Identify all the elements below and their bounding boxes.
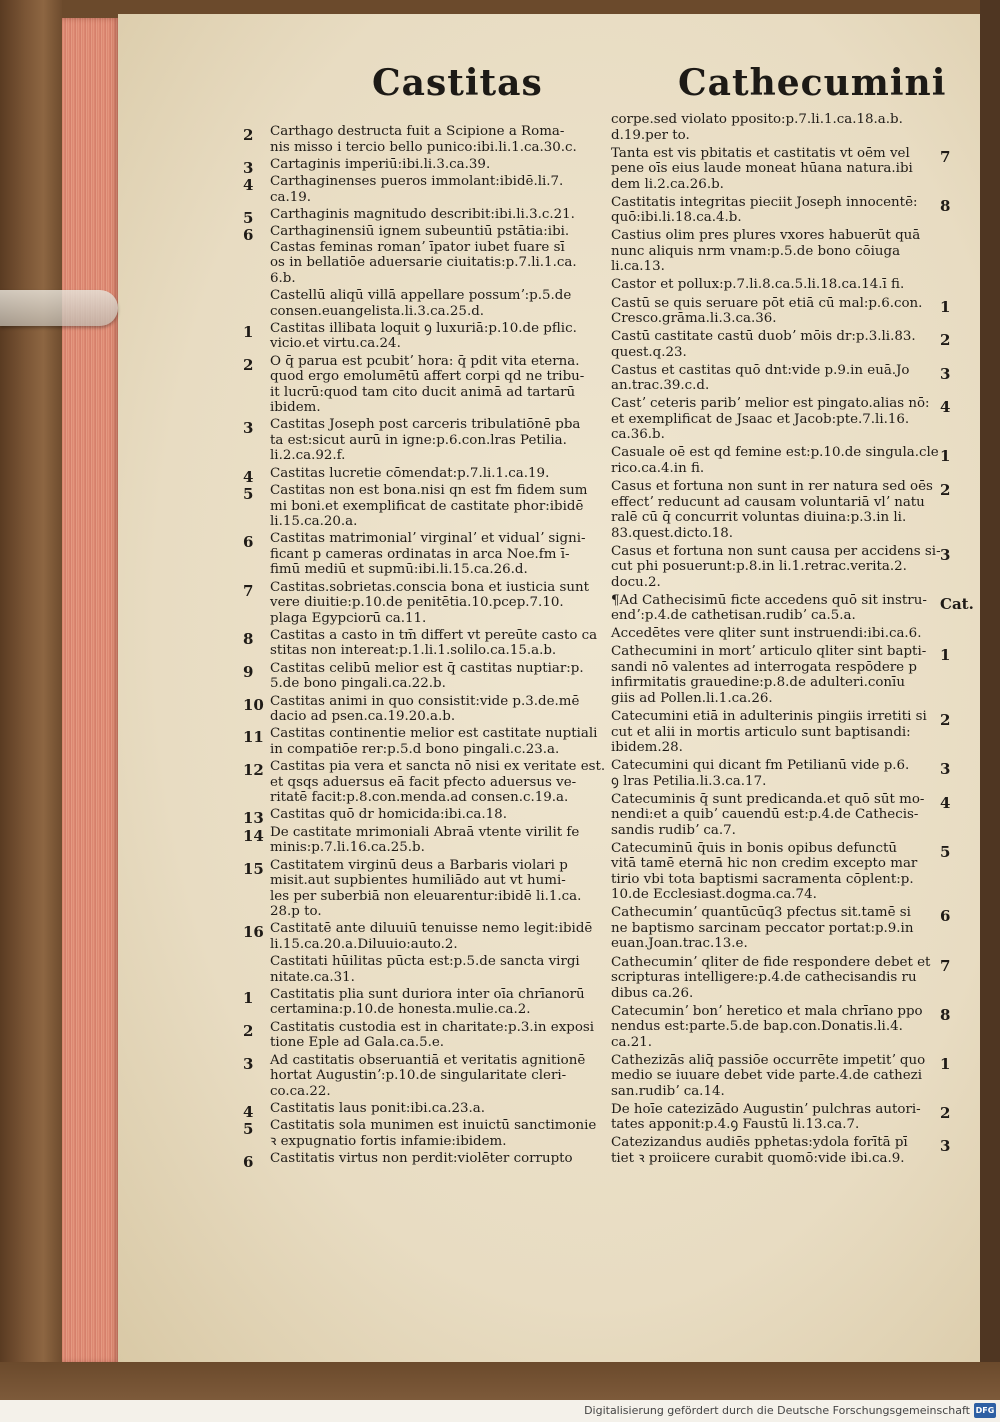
entry-line: quest.q.23. (611, 344, 687, 360)
index-entry (270, 987, 585, 1018)
index-entry (611, 329, 916, 360)
entry-number: 2 (243, 1021, 254, 1040)
entry-line: Castitas quō dr homicida:ibi.ca.18. (270, 807, 507, 823)
entry-line: certamina:p.10.de honesta.mulie.ca.2. (270, 1002, 531, 1018)
entry-line: Castitas pia vera et sancta nō nisi ex veritate est. (270, 759, 606, 775)
entry-line: Castitas non est bona.nisi qn est fm fidem sum (270, 483, 588, 498)
entry-line: Cartaginis imperiū:ibi.li.3.ca.39. (270, 156, 491, 172)
entry-line: ca.19. (270, 189, 312, 205)
entry-line: Cathezizās aliq̄ passiōe occurrēte impetitʼ quo (611, 1052, 926, 1068)
entry-number: 6 (243, 533, 254, 552)
entry-line: Cathecuminʼ quantūcūq3 pfectus sit.tamē si (611, 905, 911, 921)
entry-line: Accedētes vere qliter sunt instruendi:ibi.ca.6. (611, 626, 922, 642)
entry-line: Cathecuminʼ qliter de fide respondere debet et (611, 954, 931, 970)
entry-line: O q̄ parua est pcubitʼ hora: q̄ pdit vita eterna. (270, 353, 580, 369)
index-entry (611, 445, 939, 476)
entry-line: De castitate mrimoniali Abraā vtente virilit fe (270, 824, 580, 840)
entry-line: vere diuitie:p.10.de penitētia.10.pcep.7.10. (270, 595, 564, 611)
entry-line: hortat Augustinʼ:p.10.de singularitate cleri- (270, 1068, 567, 1083)
entry-line: Catecuminis q̄ sunt predicanda.et quō sūt mo- (611, 791, 925, 807)
entry-line: Castellū aliqū villā appellare possumʼ:p.5.de (270, 288, 572, 303)
entry-line: an.trac.39.c.d. (611, 378, 710, 394)
entry-line: Castus et castitas quō dnt:vide p.9.in euā.Jo (611, 362, 910, 378)
entry-line: 6.b. (270, 270, 296, 286)
entry-line: tione Eple ad Gala.ca.5.e. (270, 1035, 445, 1051)
entry-line: giis ad Pollen.li.1.ca.26. (611, 690, 773, 706)
entry-line: Castitas continentie melior est castitate nuptiali (270, 726, 598, 742)
index-entry (270, 417, 580, 464)
entry-line: Catecumini qui dicant fm Petilianū vide p.6. (611, 758, 910, 774)
entry-line: Ad castitatis obseruantiā et veritatis agnitionē (270, 1052, 586, 1068)
entry-line: Castitatis virtus non perdit:violēter corrupto (270, 1150, 573, 1166)
entry-number: 5 (243, 208, 254, 227)
entry-number: 1 (940, 646, 951, 665)
index-entry (270, 224, 577, 286)
entry-line: ibidem. (270, 400, 321, 416)
entry-line: tiet ꝛ proiicere curabit quomō:vide ibi.ca.9. (611, 1150, 905, 1166)
entry-number: 14 (243, 826, 264, 845)
entry-line: Castius olim pres plures vxores habuerūt quā (611, 228, 921, 244)
index-entry (270, 628, 597, 659)
index-entry (611, 1053, 925, 1100)
entry-number: 4 (243, 467, 254, 486)
index-entry (270, 807, 507, 823)
entry-line: Castitatis plia sunt duriora inter oīa chrīanorū (270, 986, 585, 1002)
index-entry (270, 1151, 573, 1167)
entry-line: tates apponit:p.4.ꝯ Faustū li.13.ca.7. (611, 1117, 860, 1133)
entry-number: 11 (243, 728, 264, 747)
index-entry (611, 544, 941, 591)
entry-line: 83.quest.dicto.18. (611, 525, 734, 541)
entry-line: effectʼ reducunt ad causam voluntariā vlʼ natu (611, 494, 925, 510)
entry-line: Casus et fortuna non sunt causa per accidens si- (611, 543, 941, 559)
index-entry (611, 112, 903, 143)
index-entry (270, 825, 579, 856)
page-edges (62, 18, 120, 1363)
entry-number: 5 (940, 842, 951, 861)
entry-line: it lucrū:quod tam cito ducit animā ad tartarū (270, 384, 576, 400)
entry-line: ne baptismo sarcinam peccator portat:p.9.in (611, 920, 914, 936)
entry-number: 2 (243, 126, 254, 144)
index-entry (270, 1020, 594, 1051)
entry-line: ca.21. (611, 1034, 653, 1050)
entry-number: 8 (243, 629, 254, 648)
entry-line: ibidem.28. (611, 740, 683, 755)
index-entry (270, 531, 586, 578)
index-entry (611, 905, 913, 952)
entry-line: Carthaginenses pueros immolant:ibidē.li.7. (270, 174, 564, 190)
entry-line: sandis rudibʼ ca.7. (611, 822, 736, 838)
entry-number: 8 (940, 1005, 951, 1024)
entry-line: Castitatē ante diluuiū tenuisse nemo legit:ibidē (270, 921, 593, 937)
entry-number: 7 (940, 956, 951, 975)
entry-number: 6 (243, 226, 254, 245)
index-entry (611, 228, 920, 275)
index-entry (611, 1102, 921, 1133)
entry-number: 1 (940, 1054, 951, 1073)
entry-line: scripturas intelligere:p.4.de cathecisandis ru (611, 970, 917, 985)
entry-line: li.15.ca.20.a. (270, 514, 358, 529)
entry-line: Catezizandus audiēs pphetas:ydola forītā pī (611, 1135, 908, 1151)
entry-line: 5.de bono pingali.ca.22.b. (270, 676, 446, 692)
entry-line: endʼ:p.4.de cathetisan.rudibʼ ca.5.a. (611, 608, 856, 624)
entry-line: ¶Ad Cathecisimū ficte accedens quō sit instru- (611, 592, 927, 608)
entry-line: Castitatis laus ponit:ibi.ca.23.a. (270, 1100, 486, 1116)
entry-line: dibus ca.26. (611, 985, 694, 1001)
footer-bar (0, 1400, 1000, 1422)
entry-line: mi boni.et exemplificat de castitate phor:ibidē (270, 498, 584, 514)
entry-line: corpe.sed violato pposito:p.7.li.1.ca.18.a.b. (611, 112, 903, 127)
entry-line: ca.36.b. (611, 427, 665, 443)
footer-credit: Digitalisierung gefördert durch die Deutsche Forschungsgemeinschaft (584, 1404, 970, 1417)
index-entry (611, 626, 921, 642)
entry-line: Castitas lucretie cōmendat:p.7.li.1.ca.19. (270, 465, 550, 481)
entry-number: 4 (243, 1102, 254, 1121)
entry-line: Castitatis sola munimen est inuictū sanctimonie (270, 1118, 597, 1134)
entry-number: 9 (243, 662, 254, 681)
entry-line: Castitatis integritas pieciit Joseph innocentē: (611, 194, 918, 210)
entry-number: 16 (243, 923, 264, 942)
entry-number: 5 (243, 485, 254, 503)
entry-number: 7 (940, 147, 951, 166)
entry-number: Cat. (940, 594, 974, 613)
entry-number: 2 (940, 331, 951, 350)
entry-line: consen.euangelista.li.3.ca.25.d. (270, 303, 485, 319)
index-entry (270, 858, 581, 920)
dfg-logo: DFG (974, 1403, 996, 1418)
entry-number: 5 (243, 1120, 254, 1139)
entry-line: nunc aliquis nrm vnam:p.5.de bono cōiuga (611, 243, 901, 259)
entry-number: 3 (940, 364, 951, 383)
entry-line: Castitas matrimonialʼ virginalʼ et vidualʼ signi- (270, 531, 586, 547)
index-entry (270, 354, 584, 416)
index-entry (270, 466, 549, 482)
entry-line: Cresco.grāma.li.3.ca.36. (611, 311, 777, 326)
entry-line: Casus et fortuna non sunt in rer natura sed oēs (611, 479, 933, 494)
index-entry (270, 921, 592, 952)
entry-line: vitā tamē eternā hic non credim excepto mar (611, 856, 918, 872)
entry-line: ralē cū q̄ concurrit voluntas diuina:p.3.in li. (611, 510, 907, 525)
book-cover-right (980, 0, 1000, 1400)
book-cover-bottom (0, 1362, 1000, 1400)
index-entry (270, 124, 577, 155)
entry-number: 12 (243, 761, 264, 780)
entry-line: nis misso i tercio bello punico:ibi.li.1.ca.30.c. (270, 139, 577, 155)
entry-line: quod ergo emolumētū affert corpi qd ne tribu- (270, 369, 585, 385)
entry-line: san.rudibʼ ca.14. (611, 1083, 725, 1099)
entry-line: plaga Egypciorū ca.11. (270, 610, 427, 626)
entry-line: Casuale oē est qd femine est:p.10.de singula.cle (611, 445, 939, 461)
index-entry (270, 1118, 596, 1149)
entry-number: 15 (243, 859, 264, 878)
index-entry (611, 296, 922, 327)
entry-number: 4 (243, 176, 254, 195)
entry-number: 3 (243, 158, 254, 177)
entry-number: 2 (940, 481, 951, 499)
entry-line: Carthaginis magnitudo describit:ibi.li.3.c.21. (270, 206, 575, 222)
index-entry (611, 1135, 908, 1166)
entry-line: pene oīs eius laude moneat hūana natura.ibi (611, 161, 913, 177)
index-entry (611, 1004, 923, 1051)
entry-line: quō:ibi.li.18.ca.4.b. (611, 210, 742, 226)
entry-number: 1 (243, 988, 254, 1007)
entry-line: euan.Joan.trac.13.e. (611, 936, 748, 952)
index-entry (611, 709, 927, 756)
index-entry (611, 955, 930, 1002)
entry-line: cut phi posuerunt:p.8.in li.1.retrac.verita.2. (611, 559, 907, 575)
entry-line: Castitatis custodia est in charitate:p.3.in exposi (270, 1019, 595, 1035)
entry-line: infirmitatis grauedine:p.8.de adulteri.conīu (611, 675, 905, 691)
index-entry (611, 758, 909, 789)
index-entry (270, 207, 575, 223)
entry-number: 2 (243, 355, 254, 374)
entry-line: docu.2. (611, 574, 661, 590)
entry-line: Catecumini etiā in adulterinis pingiis irretiti si (611, 709, 927, 724)
entry-line: 28.p to. (270, 904, 322, 919)
entry-line: ꝛ expugnatio fortis infamie:ibidem. (270, 1133, 507, 1149)
entry-number: 2 (940, 711, 951, 729)
entry-line: ficant p cameras ordinatas in arca Noe.fm ī- (270, 546, 570, 562)
entry-number: 8 (940, 196, 951, 215)
entry-number: 3 (940, 1137, 951, 1156)
index-entry (270, 174, 563, 205)
index-entry (611, 146, 913, 193)
entry-line: cut et alii in mortis articulo sunt baptisandi: (611, 724, 911, 740)
index-entry (611, 841, 917, 903)
entry-line: stitas non intereat:p.1.li.1.solilo.ca.15.a.b. (270, 643, 557, 659)
entry-line: Castitas animi in quo consistit:vide p.3.de.mē (270, 693, 580, 709)
entry-number: 3 (243, 419, 254, 438)
index-entry (270, 157, 490, 173)
entry-line: nitate.ca.31. (270, 969, 355, 985)
entry-line: De hoīe catezizādo Augustinʼ pulchras autori- (611, 1101, 921, 1117)
index-entry (611, 195, 918, 226)
book-cover-left (0, 0, 62, 1400)
index-entry (611, 644, 926, 706)
index-entry (611, 792, 924, 839)
entry-number: 1 (243, 322, 254, 341)
index-entry (611, 363, 910, 394)
entry-line: d.19.per to. (611, 127, 690, 143)
entry-line: nendi:et a quibʼ cauendū est:p.4.de Cathecis- (611, 807, 919, 823)
entry-line: minis:p.7.li.16.ca.25.b. (270, 840, 425, 856)
index-entry (270, 759, 605, 806)
index-entry (611, 479, 933, 541)
entry-number: 3 (940, 760, 951, 779)
index-entry (270, 1101, 485, 1117)
bookmark-strip (0, 290, 118, 326)
entry-number: 1 (940, 297, 951, 316)
entry-line: Cathecumini in mortʼ articulo qliter sint bapti- (611, 644, 927, 660)
entry-line: nendus est:parte.5.de bap.con.Donatis.li.4. (611, 1019, 903, 1035)
index-entry (270, 726, 597, 757)
entry-line: sandi nō valentes ad interrogata respōdere p (611, 659, 917, 675)
entry-number: 1 (940, 447, 951, 466)
entry-line: misit.aut supbientes humiliādo aut vt humi- (270, 873, 566, 888)
entry-line: Castitati hūilitas pūcta est:p.5.de sancta virgi (270, 954, 580, 970)
entry-line: Carthago destructa fuit a Scipione a Roma- (270, 124, 565, 139)
entry-line: Castitas.sobrietas.conscia bona et iusticia sunt (270, 579, 589, 595)
entry-line: Castʼ ceteris paribʼ melior est pingato.alias nō: (611, 396, 930, 412)
index-entry (270, 1053, 585, 1100)
entry-line: 10.de Ecclesiast.dogma.ca.74. (611, 887, 817, 903)
entry-number: 13 (243, 809, 264, 828)
entry-number: 2 (940, 1103, 951, 1122)
entry-line: rico.ca.4.in fi. (611, 460, 705, 476)
entry-line: Catecuminʼ bonʼ heretico et mala chrīano ppo (611, 1003, 923, 1019)
running-head-left: Castitas (372, 62, 543, 104)
entry-line: les per suberbiā non eleuarentur:ibidē li.1.ca. (270, 888, 582, 904)
entry-line: dem li.2.ca.26.b. (611, 176, 724, 192)
entry-line: li.2.ca.92.f. (270, 448, 346, 464)
index-entry (270, 694, 579, 725)
entry-line: Castitas Joseph post carceris tribulatiōnē pba (270, 417, 581, 433)
entry-number: 4 (940, 793, 951, 812)
entry-line: tirio vbi tota baptismi sacramenta cōplent:p. (611, 871, 914, 887)
entry-line: Castor et pollux:p.7.li.8.ca.5.li.18.ca.14.ī fi. (611, 277, 905, 293)
entry-number: 10 (243, 695, 264, 714)
entry-line: ta est:sicut aurū in igne:p.6.con.lras Petilia. (270, 432, 567, 448)
entry-line: Carthaginensiū ignem subeuntiū pstātia:ibi. (270, 224, 570, 240)
entry-line: Catecuminū q̄uis in bonis opibus defunctū (611, 840, 898, 856)
entry-line: medio se iuuare debet vide parte.4.de cathezi (611, 1068, 922, 1084)
entry-line: Tanta est vis pbitatis et castitatis vt oēm vel (611, 145, 910, 161)
entry-line: vicio.et virtu.ca.24. (270, 336, 401, 352)
entry-number: 6 (940, 907, 951, 926)
entry-line: Castitas a casto in tm̄ differt vt pereūte casto ca (270, 627, 598, 643)
entry-line: ritatē facit:p.8.con.menda.ad consen.c.19.a. (270, 790, 569, 806)
entry-line: ꝯ lras Petilia.li.3.ca.17. (611, 773, 767, 789)
entry-line: li.15.ca.20.a.Diluuio:auto.2. (270, 936, 458, 952)
entry-number: 4 (940, 398, 951, 417)
entry-line: Castitatem virginū deus a Barbaris violari p (270, 857, 568, 873)
entry-line: Castitas celibū melior est q̄ castitas nuptiar:p. (270, 660, 584, 676)
entry-line: in compatiōe rer:p.5.d bono pingali.c.23.a. (270, 741, 560, 757)
entry-line: fimū mediū et supmū:ibi.li.15.ca.26.d. (270, 562, 528, 578)
index-entry (270, 954, 580, 985)
index-entry (611, 593, 927, 624)
entry-line: et exemplificat de Jsaac et Jacob:pte.7.li.16. (611, 411, 910, 427)
entry-line: co.ca.22. (270, 1083, 331, 1099)
index-entry (611, 396, 930, 443)
entry-line: et qsqs aduersus eā facit pfecto aduersus ve- (270, 774, 577, 790)
entry-line: dacio ad psen.ca.19.20.a.b. (270, 709, 456, 724)
entry-number: 3 (243, 1054, 254, 1073)
entry-line: os in bellatiōe aduersarie ciuitatis:p.7.li.1.ca. (270, 255, 577, 271)
entry-line: Castū se quis seruare pōt etiā cū mal:p.6.con. (611, 295, 923, 311)
entry-line: Castitas illibata loquit ꝯ luxuriā:p.10.de pflic. (270, 320, 577, 336)
entry-line: Castū castitate castū duobʼ mōis dr:p.3.li.83. (611, 329, 916, 345)
index-entry (270, 661, 584, 692)
index-entry (270, 580, 589, 627)
running-head-right: Cathecumini (678, 62, 947, 104)
index-entry (270, 321, 577, 352)
entry-line: li.ca.13. (611, 259, 665, 275)
index-entry (611, 277, 904, 293)
entry-number: 7 (243, 581, 254, 600)
index-entry (270, 288, 571, 319)
entry-number: 6 (243, 1152, 254, 1171)
entry-number: 3 (940, 545, 951, 564)
index-entry (270, 483, 587, 530)
entry-line: Castas feminas romanʼ īpator iubet fuare sī (270, 239, 565, 255)
